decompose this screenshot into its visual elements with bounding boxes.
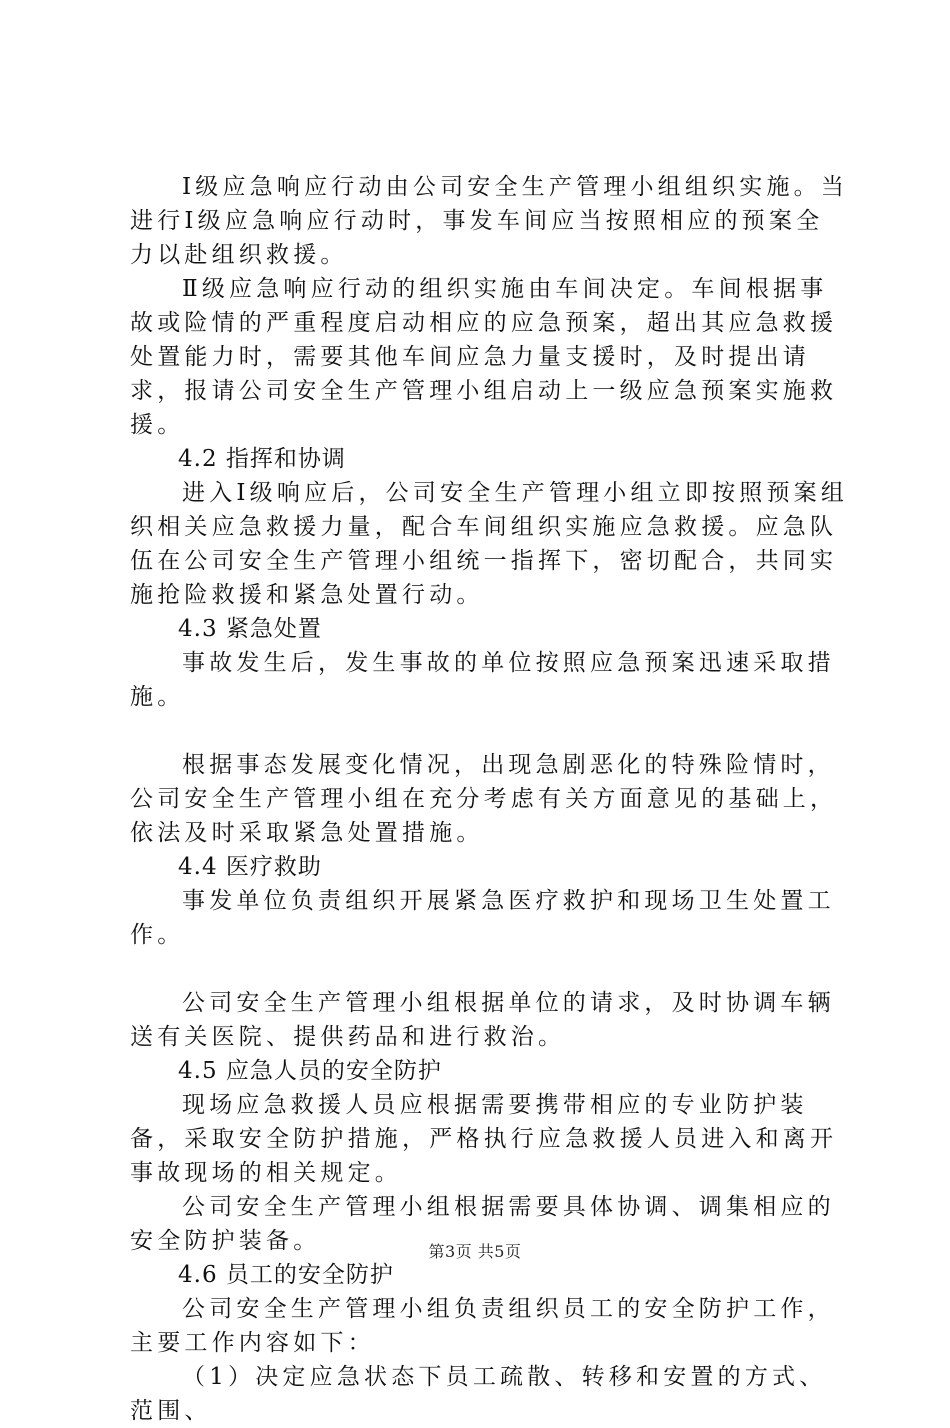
paragraph-emergency-measures: 事故发生后，发生事故的单位按照应急预案迅速采取措施。	[130, 650, 835, 710]
section-heading-4-3: 4.3 紧急处置	[178, 616, 322, 642]
paragraph-command-coordination: 进入Ⅰ级响应后，公司安全生产管理小组立即按照预案组织相关应急救援力量，配合车间组织实施应急救援。应急队伍在公司安全生产管理小组统一指挥下，密切配合，共同实施抢险救援和紧急处置行动。	[130, 480, 849, 608]
paragraph-medical-coordination: 公司安全生产管理小组根据单位的请求，及时协调车辆送有关医院、提供药品和进行救治。	[130, 990, 835, 1050]
paragraph-level1-response: Ⅰ级应急响应行动由公司安全生产管理小组组织实施。当进行Ⅰ级应急响应行动时，事发车间应当按照相应的预案全力以赴组织救援。	[130, 174, 849, 268]
paragraph-emergency-escalation: 根据事态发展变化情况，出现急剧恶化的特殊险情时，公司安全生产管理小组在充分考虑有关方面意见的基础上，依法及时采取紧急处置措施。	[130, 752, 838, 846]
paragraph-spacer	[130, 952, 850, 986]
section-heading-4-2: 4.2 指挥和协调	[178, 446, 346, 472]
paragraph-level2-response: Ⅱ级应急响应行动的组织实施由车间决定。车间根据事故或险情的严重程度启动相应的应急预案，超出其应急救援处置能力时，需要其他车间应急力量支援时，及时提出请求，报请公司安全生产管理小组启动上一级应急预案实施救援。	[130, 276, 838, 438]
paragraph-rescuer-protection: 现场应急救援人员应根据需要携带相应的专业防护装备，采取安全防护措施，严格执行应急救援人员进入和离开事故现场的相关规定。	[130, 1092, 838, 1186]
paragraph-employee-protection: 公司安全生产管理小组负责组织员工的安全防护工作，主要工作内容如下：	[130, 1296, 835, 1356]
paragraph-protective-equipment: 公司安全生产管理小组根据需要具体协调、调集相应的安全防护装备。	[130, 1194, 835, 1254]
section-heading-4-4: 4.4 医疗救助	[178, 854, 322, 880]
section-heading-4-5: 4.5 应急人员的安全防护	[178, 1058, 442, 1084]
page-number-footer: 第3页 共5页	[428, 1242, 522, 1261]
paragraph-medical-care: 事发单位负责组织开展紧急医疗救护和现场卫生处置工作。	[130, 888, 835, 948]
section-heading-4-6: 4.6 员工的安全防护	[178, 1262, 394, 1288]
paragraph-evacuation-item-1: （1）决定应急状态下员工疏散、转移和安置的方式、范围、	[130, 1364, 827, 1424]
paragraph-spacer	[130, 714, 850, 748]
